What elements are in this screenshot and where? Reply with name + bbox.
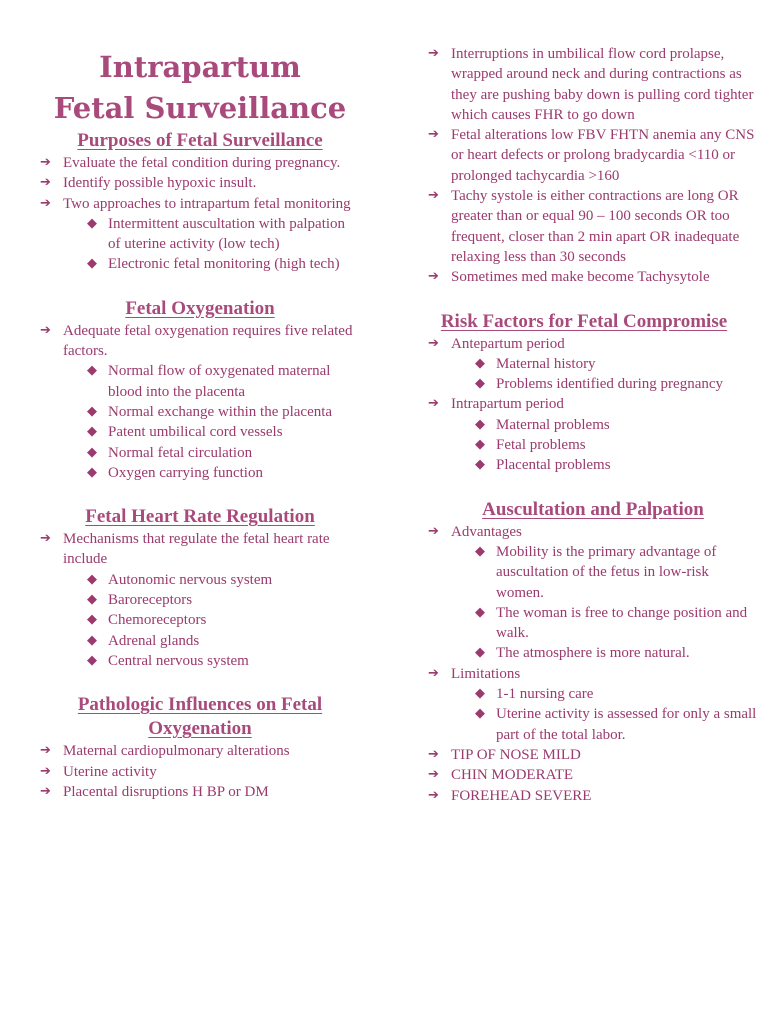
list-item: ➔ Evaluate the fetal condition during pregnancy. xyxy=(40,153,360,173)
sub-list-item: ◆ Placental problems xyxy=(428,455,758,475)
sub-list-item: ◆ The atmosphere is more natural. xyxy=(428,643,758,663)
sub-list-item: ◆ Mobility is the primary advantage of auscultation of the fetus in low-risk women. xyxy=(428,542,758,603)
sub-list-item: ◆ Uterine activity is assessed for only a small part of the total labor. xyxy=(428,704,758,745)
list-item: ➔ Limitations xyxy=(428,664,758,684)
list-item: ➔ Uterine activity xyxy=(40,762,360,782)
auscultation-list xyxy=(428,522,758,806)
list-item: ➔ Maternal cardiopulmonary alterations xyxy=(40,741,360,761)
sub-list-item: ◆ Electronic fetal monitoring (high tech) xyxy=(40,254,360,274)
section-title-risk: Risk Factors for Fetal Compromise xyxy=(440,310,728,332)
list-item: ➔ TIP OF NOSE MILD xyxy=(428,745,758,765)
title-line-2: Fetal Surveillance xyxy=(53,91,347,125)
right-column xyxy=(428,44,758,806)
sub-list-item: ◆ Maternal problems xyxy=(428,415,758,435)
list-item: ➔ CHIN MODERATE xyxy=(428,765,758,785)
sub-list-item: ◆ Normal fetal circulation xyxy=(40,443,360,463)
section-title-purposes: Purposes of Fetal Surveillance xyxy=(77,130,323,151)
list-item: ➔ Fetal alterations low FBV FHTN anemia any CNS or heart defects or prolong bradycardia <110 or prolonged tachycardia >160 xyxy=(428,125,758,186)
left-column xyxy=(40,0,360,802)
pathologic-continued-list xyxy=(428,44,758,288)
list-item: ➔ Interruptions in umbilical flow cord prolapse, wrapped around neck and during contractions as they are pushing baby down is pulling cord tighter which causes FHR to go down xyxy=(428,44,758,125)
fhr-regulation-list xyxy=(40,529,360,671)
sub-list-item: ◆ Normal flow of oxygenated maternal blood into the placenta xyxy=(40,361,360,402)
list-item: ➔ Mechanisms that regulate the fetal heart rate include xyxy=(40,529,360,570)
sub-list-item: ◆ Baroreceptors xyxy=(40,590,360,610)
purposes-list xyxy=(40,153,360,275)
list-item: ➔ Advantages xyxy=(428,522,758,542)
sub-list-item: ◆ Adrenal glands xyxy=(40,631,360,651)
section-title-auscultation: Auscultation and Palpation xyxy=(482,498,704,520)
sub-list-item: ◆ 1-1 nursing care xyxy=(428,684,758,704)
sub-list-item: ◆ Fetal problems xyxy=(428,435,758,455)
list-item: ➔ Two approaches to intrapartum fetal monitoring xyxy=(40,194,360,214)
sub-list-item: ◆ Patent umbilical cord vessels xyxy=(40,422,360,442)
list-item: ➔ Placental disruptions H BP or DM xyxy=(40,782,360,802)
sub-list-item: ◆ Intermittent auscultation with palpation of uterine activity (low tech) xyxy=(40,214,360,255)
sub-list-item: ◆ Chemoreceptors xyxy=(40,610,360,630)
risk-list xyxy=(428,334,758,476)
sub-list-item: ◆ The woman is free to change position and walk. xyxy=(428,603,758,644)
page-title xyxy=(40,47,360,129)
section-title-oxygenation: Fetal Oxygenation xyxy=(125,297,275,319)
title-line-1: Intrapartum xyxy=(99,50,301,84)
section-title-fhr-regulation: Fetal Heart Rate Regulation xyxy=(85,506,315,528)
sub-list-item: ◆ Normal exchange within the placenta xyxy=(40,402,360,422)
pathologic-list xyxy=(40,741,360,802)
list-item: ➔ Antepartum period xyxy=(428,334,758,354)
sub-list-item: ◆ Autonomic nervous system xyxy=(40,570,360,590)
list-item: ➔ Tachy systole is either contractions are long OR greater than or equal 90 – 100 seconds OR too frequent, closer than 2 min apart OR inadequate relaxing less than 30 seconds xyxy=(428,186,758,267)
list-item: ➔ Adequate fetal oxygenation requires five related factors. xyxy=(40,321,360,362)
list-item: ➔ Sometimes med make become Tachysytole xyxy=(428,267,758,287)
list-item: ➔ FOREHEAD SEVERE xyxy=(428,786,758,806)
sub-list-item: ◆ Maternal history xyxy=(428,354,758,374)
section-title-pathologic: Pathologic Influences on Fetal Oxygenation xyxy=(77,694,323,740)
sub-list-item: ◆ Central nervous system xyxy=(40,651,360,671)
oxygenation-list xyxy=(40,321,360,483)
sub-list-item: ◆ Problems identified during pregnancy xyxy=(428,374,758,394)
list-item: ➔ Intrapartum period xyxy=(428,394,758,414)
list-item: ➔ Identify possible hypoxic insult. xyxy=(40,173,360,193)
sub-list-item: ◆ Oxygen carrying function xyxy=(40,463,360,483)
